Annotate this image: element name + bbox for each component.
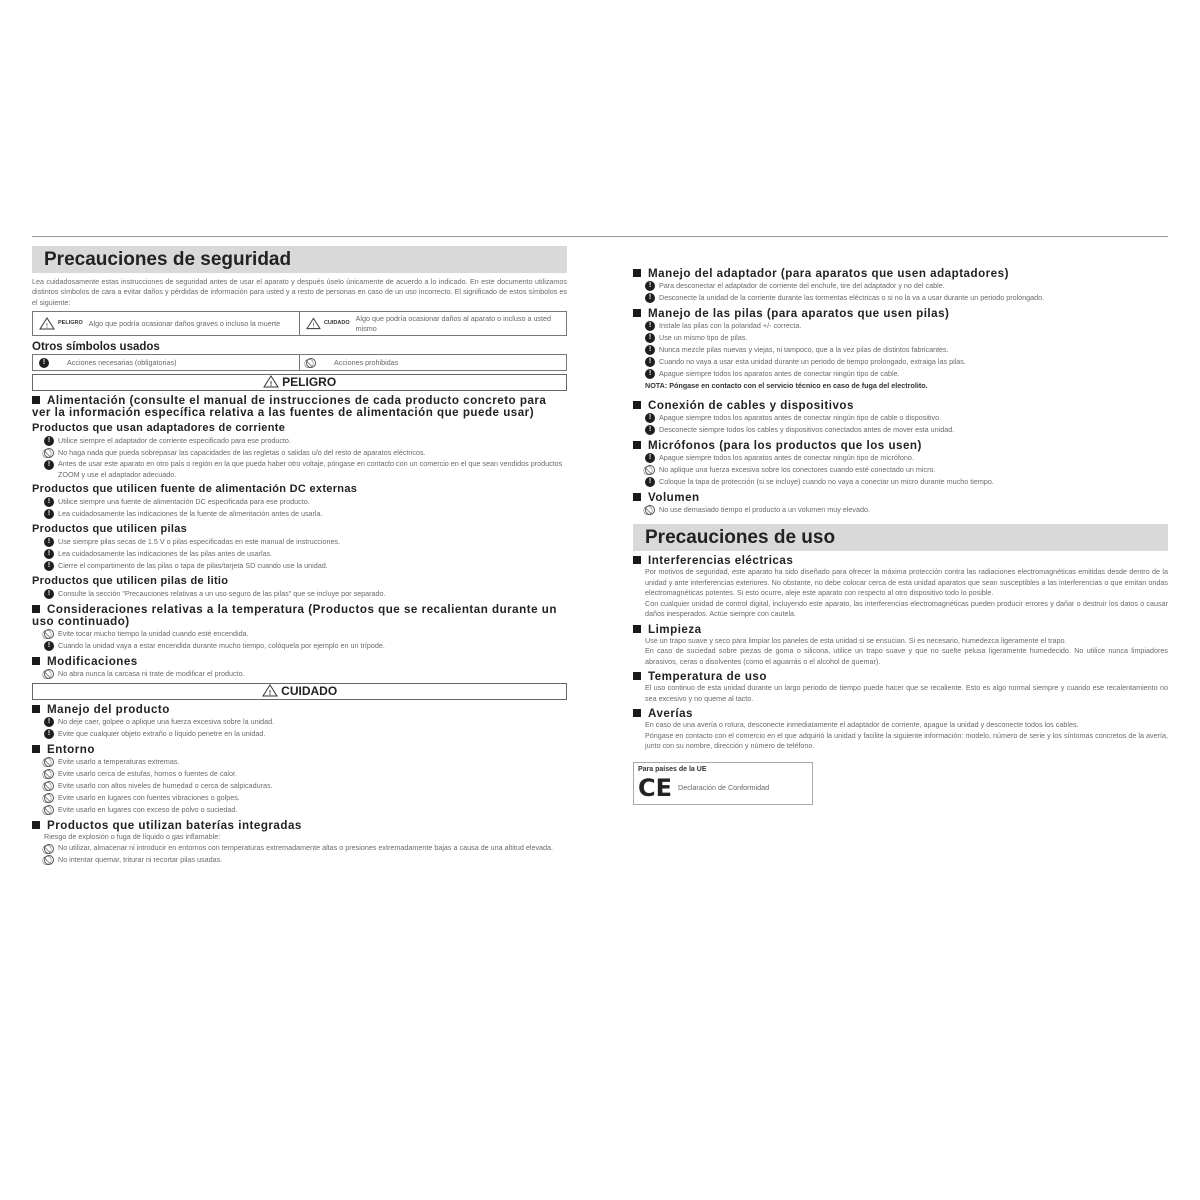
top-rule bbox=[32, 236, 1168, 237]
uso-title: Precauciones de uso bbox=[633, 524, 1168, 551]
microfonos-title: Micrófonos (para los productos que los usen) bbox=[633, 440, 1168, 452]
prohibited-symbol-cell bbox=[299, 355, 566, 370]
list-item: No aplique una fuerza excesiva sobre los conectores cuando esté conectado un micro. bbox=[633, 464, 1168, 476]
list-item: ! Apague siempre todos los aparatos antes de conectar ningún tipo de cable o dispositivo. bbox=[633, 412, 1168, 424]
litio-title: Productos que utilicen pilas de litio bbox=[32, 575, 229, 588]
list-item: ! Para desconectar el adaptador de corriente del enchufe, tire del adaptador y no del cable. bbox=[633, 280, 1168, 292]
interferencias-text-2: Con cualquier unidad de control digital, incluyendo este aparato, las interferencias electromagnéticas pueden producir errores y dañar o destruir los datos o causar daños inesperados. Actúe siempre con cautela. bbox=[645, 598, 1168, 618]
list-item: Evite usarlo en lugares con exceso de polvo o suciedad. bbox=[32, 804, 567, 816]
caution-triangle-icon bbox=[306, 317, 321, 330]
averias-title: Averías bbox=[633, 708, 1168, 720]
prohibited-icon bbox=[44, 669, 54, 679]
list-item: ! Consulte la sección "Precauciones relativas a un uso seguro de las pilas" que se incluye por separado. bbox=[32, 588, 567, 600]
list-item: ! Cuando no vaya a usar esta unidad durante un periodo de tiempo prolongado, extraiga las pilas. bbox=[633, 356, 1168, 368]
required-icon: ! bbox=[44, 436, 54, 446]
intro-text: Lea cuidadosamente estas instrucciones de seguridad antes de usar el aparato y después úselo únicamente de acuerdo a lo indicado. En este documento utilizamos distintos símbolos de cara a evitar daños y pérdidas de información para usted y a resto de personas en caso de un uso incorrecto. El significado de estos símbolos es el siguiente: bbox=[32, 277, 567, 307]
prohibited-icon bbox=[44, 757, 54, 767]
list-item: ! Instale las pilas con la polaridad +/- correcta. bbox=[633, 320, 1168, 332]
list-item: ! Lea cuidadosamente las indicaciones de la fuente de alimentación antes de usarla. bbox=[32, 508, 567, 520]
required-icon: ! bbox=[645, 293, 655, 303]
required-icon: ! bbox=[645, 333, 655, 343]
cuidado-header bbox=[32, 683, 567, 700]
limpieza-title: Limpieza bbox=[633, 624, 1168, 636]
required-symbol-desc: Acciones necesarias (obligatorias) bbox=[67, 357, 177, 367]
caution-triangle-icon bbox=[262, 684, 278, 697]
list-item: ! Use siempre pilas secas de 1.5 V o pilas especificadas en este manual de instrucciones. bbox=[32, 536, 567, 548]
list-item: No intentar quemar, triturar ni recortar pilas usadas. bbox=[32, 854, 567, 866]
cuidado-tag: CUIDADO bbox=[323, 319, 350, 326]
required-icon: ! bbox=[44, 549, 54, 559]
entorno-title: Entorno bbox=[32, 744, 567, 756]
temp-title: Consideraciones relativas a la temperatura (Productos que se recalientan durante un uso continuado) bbox=[32, 603, 557, 629]
left-column bbox=[32, 246, 567, 866]
required-icon: ! bbox=[645, 281, 655, 291]
dc-title: Productos que utilicen fuente de alimentación DC externas bbox=[32, 483, 358, 496]
list-item: ! Utilice siempre el adaptador de corriente especificado para ese producto. bbox=[32, 435, 567, 447]
required-icon: ! bbox=[44, 561, 54, 571]
list-item: Evite usarlo con altos niveles de humedad o cerca de salpicaduras. bbox=[32, 780, 567, 792]
list-item: ! Nunca mezcle pilas nuevas y viejas, ni tampoco, que a la vez pilas de distintos fabricantes. bbox=[633, 344, 1168, 356]
baterias-lead: Riesgo de explosión o fuga de líquido o gas inflamable: bbox=[44, 832, 221, 842]
required-icon: ! bbox=[645, 369, 655, 379]
prohibited-icon bbox=[44, 769, 54, 779]
cuidado-label: CUIDADO bbox=[281, 684, 338, 699]
adaptador-title: Manejo del adaptador (para aparatos que usen adaptadores) bbox=[633, 268, 1168, 280]
volumen-title: Volumen bbox=[633, 492, 1168, 504]
temperatura-title: Temperatura de uso bbox=[633, 671, 1168, 683]
warning-triangle-icon bbox=[39, 317, 55, 330]
svg-text:!: ! bbox=[312, 322, 315, 330]
pilas-title: Productos que utilicen pilas bbox=[32, 523, 188, 536]
prohibited-icon bbox=[44, 629, 54, 639]
list-item: Evite usarlo en lugares con fuentes vibraciones o golpes. bbox=[32, 792, 567, 804]
list-item: ! Antes de usar este aparato en otro país o región en la que pueda haber otro voltaje, póngase en contacto con un comercio en el que sean vendidos productos ZOOM y use el adaptador adecuado. bbox=[32, 459, 567, 480]
prohibited-icon bbox=[44, 793, 54, 803]
list-item: Evite usarlo a temperaturas extremas. bbox=[32, 756, 567, 768]
prohibited-icon bbox=[44, 448, 54, 458]
svg-text:!: ! bbox=[46, 323, 48, 331]
list-item: ! Apague siempre todos los aparatos antes de conectar ningún tipo de micrófono. bbox=[633, 452, 1168, 464]
peligro-tag: PELIGRO bbox=[58, 319, 83, 326]
page-title: Precauciones de seguridad bbox=[32, 246, 567, 273]
ce-mark-icon: CE bbox=[638, 773, 673, 802]
limpieza-text-2: En caso de suciedad sobre piezas de goma o silicona, utilice un trapo suave y que no suelte pelusa ligeramente humedecido. No utilice nunca limpiadores abrasivos, ceras o disolventes (como el aguarrás o el alcohol de quemar). bbox=[645, 646, 1168, 666]
list-item: ! Desconecte siempre todos los cables y dispositivos conectados antes de mover esta unidad. bbox=[633, 424, 1168, 436]
list-item: No haga nada que pueda sobrepasar las capacidades de las regletas o salidas u/o del resto de aparatos eléctricos. bbox=[32, 447, 567, 459]
adapt-title: Productos que usan adaptadores de corriente bbox=[32, 422, 286, 435]
required-action-icon: ! bbox=[39, 358, 49, 368]
list-item: ! Cuando la unidad vaya a estar encendida durante mucho tiempo, colóquela por ejemplo en un trípode. bbox=[32, 640, 567, 652]
required-icon: ! bbox=[645, 425, 655, 435]
list-item: ! Evite que cualquier objeto extraño o líquido penetre en la unidad. bbox=[32, 728, 567, 740]
temperatura-text: El uso continuo de esta unidad durante un largo periodo de tiempo puede hacer que se recaliente. Esto es algo normal siempre y cuando ese recalentamiento no sea excesivo y no queme al tacto. bbox=[645, 683, 1168, 703]
eu-conformity-text: Declaración de Conformidad bbox=[678, 783, 770, 792]
required-icon: ! bbox=[645, 413, 655, 423]
pilas-note: NOTA: Póngase en contacto con el servicio técnico en caso de fuga del electrolito. bbox=[645, 381, 928, 390]
required-icon: ! bbox=[645, 345, 655, 355]
peligro-symbol-cell bbox=[33, 312, 299, 335]
list-item: ! Utilice siempre una fuente de alimentación DC especificada para ese producto. bbox=[32, 496, 567, 508]
list-item: Evite tocar mucho tiempo la unidad cuando esté encendida. bbox=[32, 628, 567, 640]
modif-title: Modificaciones bbox=[32, 656, 567, 668]
required-icon: ! bbox=[645, 357, 655, 367]
list-item: ! Desconecte la unidad de la corriente durante las tormentas eléctricas o si no la va a usar durante un periodo prolongado. bbox=[633, 292, 1168, 304]
required-icon: ! bbox=[44, 589, 54, 599]
eu-conformity-box bbox=[633, 762, 813, 805]
interferencias-text: Por motivos de seguridad, este aparato ha sido diseñado para ofrecer la máxima protección contra las radiaciones electromagnéticas emitidas desde dentro de la unidad y ante interferencias exteriores. No obstante, no debe colocar cerca de esta unidad aparatos que sean susceptibles a las interferencias o que emitan ondas electromagnéticas potentes. Si esto ocurre, aleje este aparato con respecto al otro dispositivo todo lo posible. bbox=[645, 567, 1168, 597]
list-item: ! Lea cuidadosamente las indicaciones de las pilas antes de usarlas. bbox=[32, 548, 567, 560]
baterias-title: Productos que utilizan baterías integradas bbox=[32, 820, 567, 832]
svg-text:!: ! bbox=[269, 381, 272, 389]
required-symbol-cell bbox=[33, 355, 299, 370]
manejo-pilas-title: Manejo de las pilas (para aparatos que usen pilas) bbox=[633, 308, 1168, 320]
required-icon: ! bbox=[645, 453, 655, 463]
right-column bbox=[633, 264, 1168, 805]
averias-text-2: Póngase en contacto con el comercio en el que adquirió la unidad y facilite la siguiente información: modelo, número de serie y los síntomas concretos de la avería, junto con su nombre, dirección y número de teléfono. bbox=[645, 730, 1168, 750]
alimentacion-title: Alimentación (consulte el manual de instrucciones de cada producto concreto para ver la información específica relativa a las fuentes de alimentación que puede usar) bbox=[32, 394, 547, 420]
other-symbols-table bbox=[32, 354, 567, 371]
list-item: ! Cierre el compartimento de las pilas o tapa de pilas/tarjeta SD cuando use la unidad. bbox=[32, 560, 567, 572]
prohibited-icon bbox=[44, 805, 54, 815]
prohibited-icon bbox=[44, 855, 54, 865]
list-item: ! Coloque la tapa de protección (si se incluye) cuando no vaya a conectar un micro durante mucho tiempo. bbox=[633, 476, 1168, 488]
manejo-title: Manejo del producto bbox=[32, 704, 567, 716]
prohibited-icon bbox=[645, 505, 655, 515]
required-icon: ! bbox=[44, 717, 54, 727]
prohibited-icon bbox=[645, 465, 655, 475]
prohibited-symbol-desc: Acciones prohibidas bbox=[334, 357, 399, 367]
prohibited-action-icon bbox=[306, 358, 316, 368]
list-item: No abra nunca la carcasa ni trate de modificar el producto. bbox=[32, 668, 567, 680]
interferencias-title: Interferencias eléctricas bbox=[633, 555, 1168, 567]
warning-triangle-icon bbox=[263, 375, 279, 388]
peligro-desc: Algo que podría ocasionar daños graves o incluso la muerte bbox=[88, 318, 281, 328]
other-symbols-title: Otros símbolos usados bbox=[32, 341, 160, 354]
list-item: ! Use un mismo tipo de pilas. bbox=[633, 332, 1168, 344]
required-icon: ! bbox=[44, 497, 54, 507]
prohibited-icon bbox=[44, 844, 54, 854]
required-icon: ! bbox=[44, 641, 54, 651]
required-icon: ! bbox=[44, 460, 54, 470]
cuidado-symbol-cell bbox=[299, 312, 566, 335]
averias-text: En caso de una avería o rotura, desconecte inmediatamente el adaptador de corriente, apague la unidad y desconecte todos los cables. bbox=[645, 720, 1079, 729]
required-icon: ! bbox=[44, 537, 54, 547]
required-icon: ! bbox=[645, 321, 655, 331]
required-icon: ! bbox=[44, 729, 54, 739]
list-item: No utilizar, almacenar ni introducir en entornos con temperaturas extremadamente altas o presiones extremadamente bajas a causa de una altitud elevada. bbox=[32, 843, 567, 854]
peligro-header bbox=[32, 374, 567, 391]
eu-box-title: Para países de la UE bbox=[638, 765, 707, 773]
required-icon: ! bbox=[645, 477, 655, 487]
required-icon: ! bbox=[44, 509, 54, 519]
warning-symbols-table bbox=[32, 311, 567, 336]
list-item: ! Apague siempre todos los aparatos antes de conectar ningún tipo de cable. bbox=[633, 368, 1168, 380]
limpieza-text: Use un trapo suave y seco para limpiar los paneles de esta unidad si se ensucian. Si es necesario, humedezca ligeramente el trapo. bbox=[645, 635, 1067, 645]
list-item: ! No deje caer, golpee o aplique una fuerza excesiva sobre la unidad. bbox=[32, 716, 567, 728]
svg-text:!: ! bbox=[268, 690, 271, 698]
list-item: Evite usarlo cerca de estufas, hornos o fuentes de calor. bbox=[32, 768, 567, 780]
cuidado-desc: Algo que podría ocasionar daños al aparato o incluso a usted mismo bbox=[355, 314, 552, 333]
list-item: No use demasiado tiempo el producto a un volumen muy elevado. bbox=[633, 504, 1168, 516]
prohibited-icon bbox=[44, 781, 54, 791]
conexion-title: Conexión de cables y dispositivos bbox=[633, 400, 1168, 412]
peligro-label: PELIGRO bbox=[282, 375, 337, 390]
